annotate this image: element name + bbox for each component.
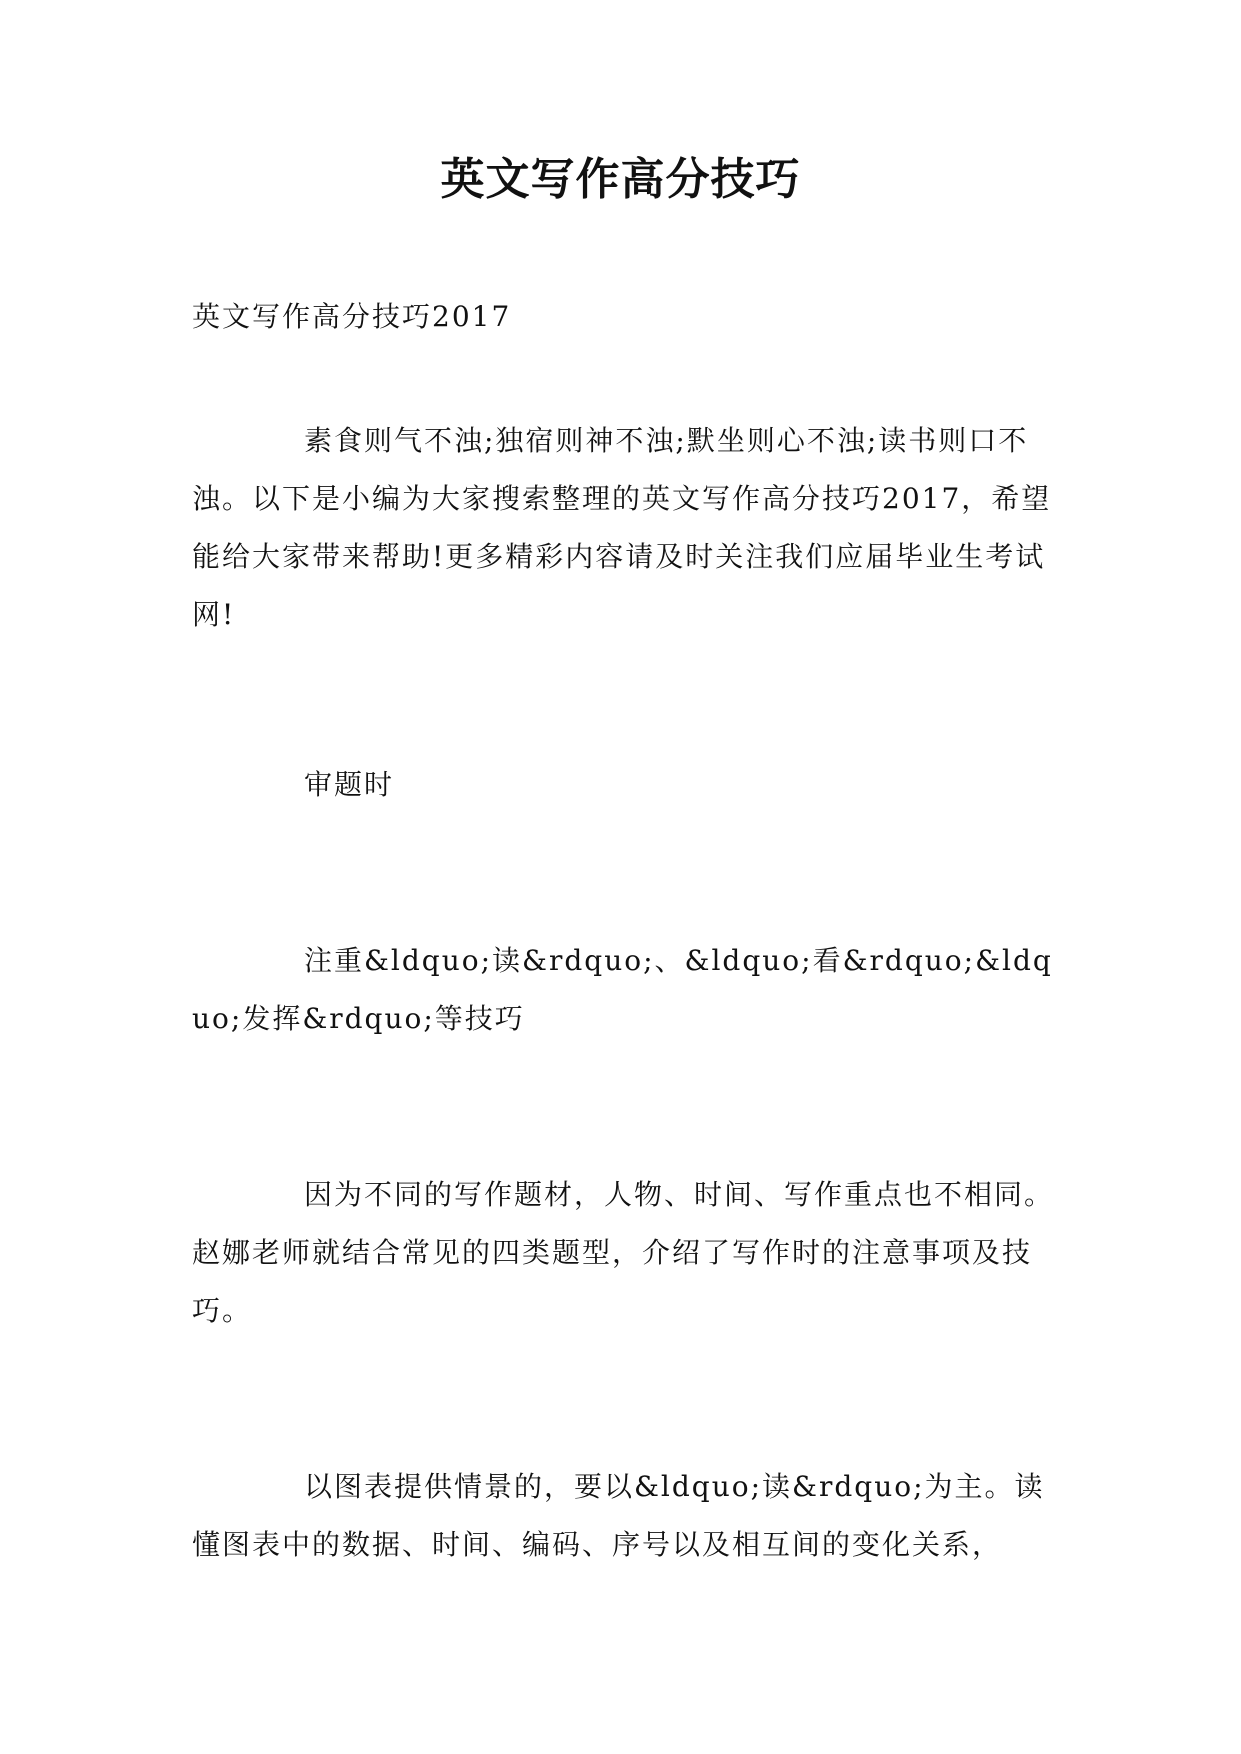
tips-paragraph: 注重&ldquo;读&rdquo;、&ldquo;看&rdquo;&ldquo;发挥&rdquo;等技巧 bbox=[192, 944, 1053, 1035]
section-heading: 审题时 bbox=[304, 768, 395, 801]
document-subtitle: 英文写作高分技巧2017 bbox=[192, 300, 512, 333]
chart-scenario-paragraph: 以图表提供情景的，要以&ldquo;读&rdquo;为主。读懂图表中的数据、时间、编码、序号以及相互间的变化关系， bbox=[192, 1470, 1045, 1561]
topic-types-paragraph: 因为不同的写作题材，人物、时间、写作重点也不相同。赵娜老师就结合常见的四类题型，介绍了写作时的注意事项及技巧。 bbox=[192, 1178, 1055, 1327]
document-title: 英文写作高分技巧 bbox=[440, 154, 801, 205]
intro-paragraph: 素食则气不浊;独宿则神不浊;默坐则心不浊;读书则口不浊。以下是小编为大家搜索整理的英文写作高分技巧2017，希望能给大家带来帮助!更多精彩内容请及时关注我们应届毕业生考试网! bbox=[192, 424, 1052, 631]
